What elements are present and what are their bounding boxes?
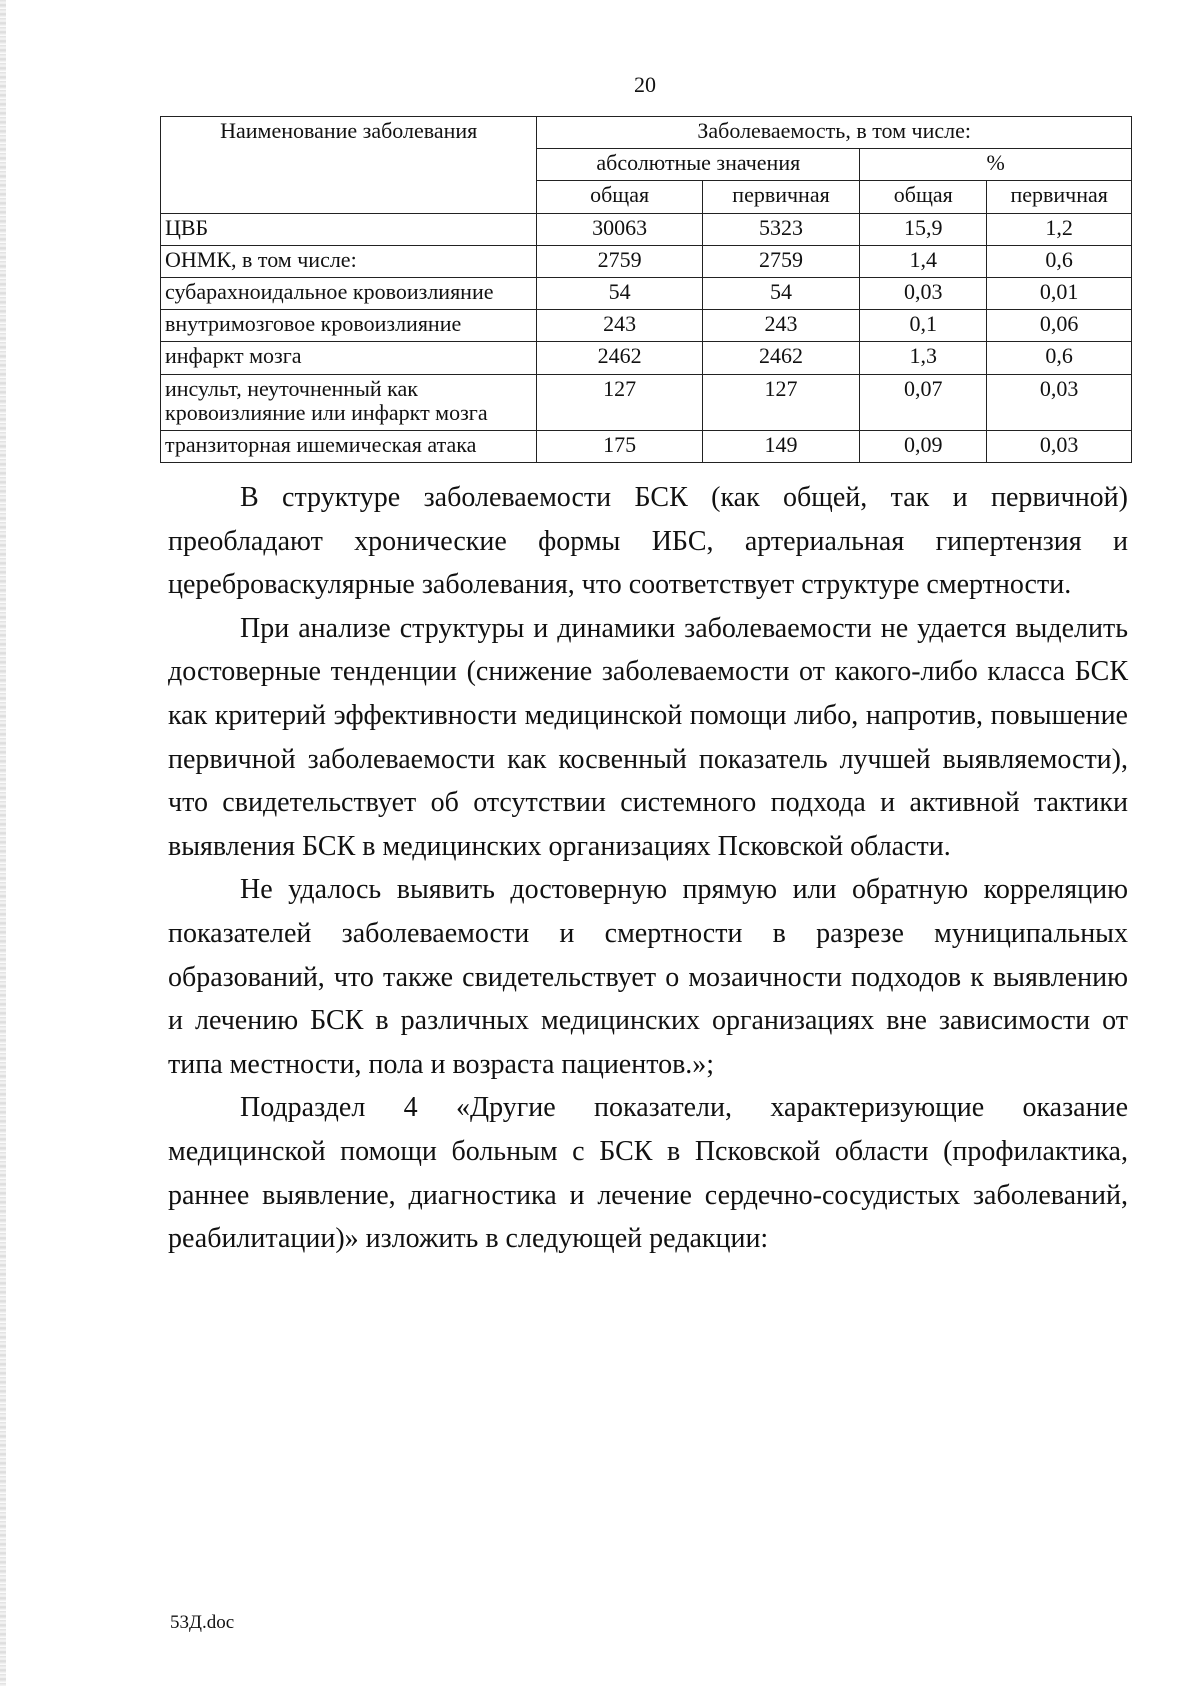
col-abs-primary: первичная: [702, 181, 859, 213]
row-name: инфаркт мозга: [161, 342, 537, 374]
percent-header: %: [860, 149, 1132, 181]
table-header-row: [161, 117, 1132, 149]
cell-abs-primary: 2462: [702, 342, 859, 374]
table-row: [161, 277, 1132, 309]
col-abs-total: общая: [537, 181, 702, 213]
row-name: ОНМК, в том числе:: [161, 245, 537, 277]
cell-abs-primary: 54: [702, 277, 859, 309]
cell-abs-total: 30063: [537, 213, 702, 245]
cell-abs-total: 243: [537, 310, 702, 342]
body-text: [168, 476, 1128, 1261]
paragraph: Не удалось выявить достоверную прямую или обратную корреляцию показателей заболеваемости и смертности в разрезе муниципальных образований, что также свидетельствует о мозаичности подходов к выявлению и лечению БСК в различных медицинских организациях вне зависимости от типа местности, пола и возраста пациентов.»;: [168, 874, 1128, 1080]
table-row: [161, 430, 1132, 462]
table-row: [161, 310, 1132, 342]
cell-pct-total: 0,03: [860, 277, 987, 309]
cell-pct-primary: 0,06: [987, 310, 1132, 342]
cell-pct-primary: 0,6: [987, 245, 1132, 277]
cell-abs-total: 2759: [537, 245, 702, 277]
cell-abs-total: 127: [537, 374, 702, 430]
document-filename: 53Д.doc: [170, 1612, 235, 1633]
table-row: [161, 245, 1132, 277]
paragraph: Подраздел 4 «Другие показатели, характеризующие оказание медицинской помощи больным с БСК в Псковской области (профилактика, раннее выявление, диагностика и лечение сердечно-сосудистых заболеваний, реабилитации)» изложить в следующей редакции:: [168, 1092, 1128, 1255]
cell-pct-total: 0,09: [860, 430, 987, 462]
scan-edge: [0, 0, 6, 1686]
cell-pct-primary: 1,2: [987, 213, 1132, 245]
cell-pct-primary: 0,6: [987, 342, 1132, 374]
morbidity-table: [160, 116, 1132, 463]
cell-pct-primary: 0,03: [987, 430, 1132, 462]
row-name: субарахноидальное кровоизлияние: [161, 277, 537, 309]
table-row: [161, 342, 1132, 374]
cell-abs-total: 2462: [537, 342, 702, 374]
row-name: внутримозговое кровоизлияние: [161, 310, 537, 342]
col-pct-primary: первичная: [987, 181, 1132, 213]
cell-abs-primary: 243: [702, 310, 859, 342]
table-row: [161, 374, 1132, 430]
disease-name-header: Наименование заболевания: [161, 117, 537, 214]
cell-abs-primary: 5323: [702, 213, 859, 245]
cell-abs-total: 54: [537, 277, 702, 309]
morbidity-group-header: Заболеваемость, в том числе:: [537, 117, 1132, 149]
cell-abs-primary: 149: [702, 430, 859, 462]
paragraph: При анализе структуры и динамики заболеваемости не удается выделить достоверные тенденции (снижение заболеваемости от какого-либо класса БСК как критерий эффективности медицинской помощи либо, напротив, повышение первичной заболеваемости как косвенный показатель лучшей выявляемости), что свидетельствует об отсутствии системного подхода и активной тактики выявления БСК в медицинских организациях Псковской области.: [168, 612, 1128, 862]
page-number: 20: [634, 72, 656, 97]
cell-pct-total: 1,4: [860, 245, 987, 277]
paragraph: В структуре заболеваемости БСК (как общей, так и первичной) преобладают хронические формы ИБС, артериальная гипертензия и цереброваскулярные заболевания, что соответствует структуре смертности.: [168, 482, 1128, 601]
cell-pct-total: 0,07: [860, 374, 987, 430]
row-name: инсульт, неуточненный как кровоизлияние или инфаркт мозга: [161, 374, 537, 430]
cell-abs-primary: 127: [702, 374, 859, 430]
cell-abs-total: 175: [537, 430, 702, 462]
cell-pct-total: 0,1: [860, 310, 987, 342]
cell-pct-total: 15,9: [860, 213, 987, 245]
cell-abs-primary: 2759: [702, 245, 859, 277]
row-name: ЦВБ: [161, 213, 537, 245]
cell-pct-primary: 0,03: [987, 374, 1132, 430]
col-pct-total: общая: [860, 181, 987, 213]
cell-pct-primary: 0,01: [987, 277, 1132, 309]
cell-pct-total: 1,3: [860, 342, 987, 374]
absolute-values-header: абсолютные значения: [537, 149, 860, 181]
row-name: транзиторная ишемическая атака: [161, 430, 537, 462]
table-row: [161, 213, 1132, 245]
